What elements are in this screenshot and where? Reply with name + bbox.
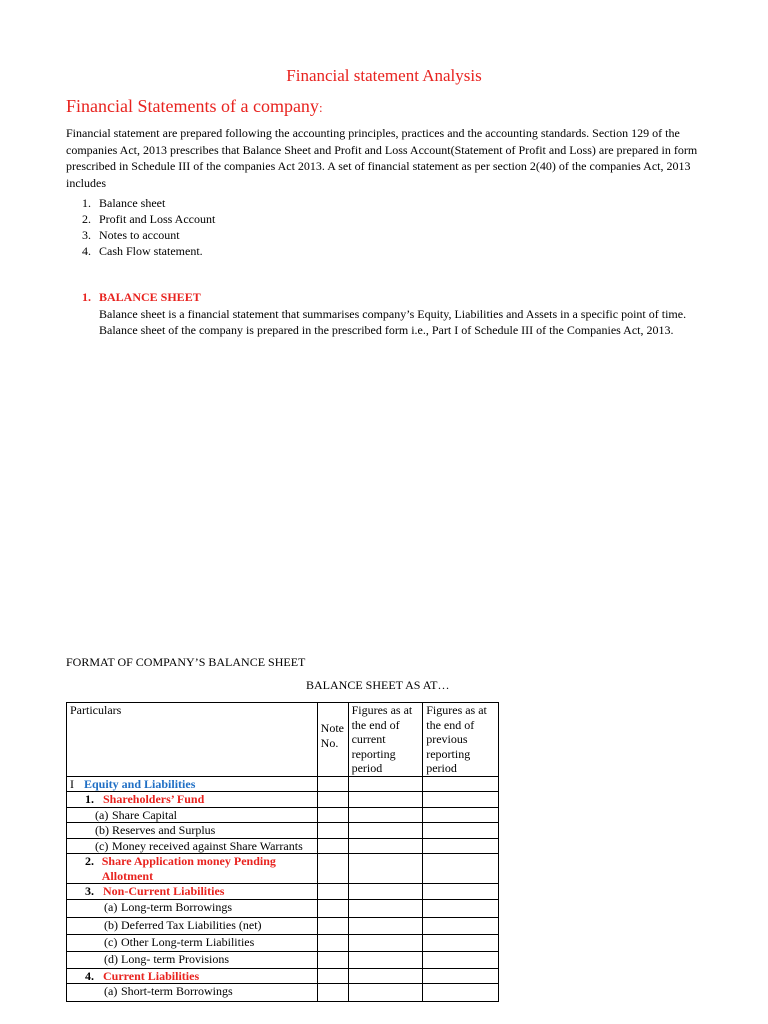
table-row [67,823,499,839]
table-row [67,807,499,823]
paragraph: Balance sheet is a financial statement that summarises company’s Equity, Liabilities and Assets in a specific point of time. [99,307,687,321]
balance-sheet-as-at: BALANCE SHEET AS AT… [306,678,450,692]
header-previous: Figures as at the end of previous reporting period [423,703,499,777]
table-row [67,884,499,900]
table-header-row [67,703,499,777]
list-item: 1. Balance sheet [82,196,166,210]
item-row: (d) Long- term Provisions [67,951,318,968]
section-heading-colon: : [318,100,323,115]
item-row: (b) Reserves and Surplus [67,823,318,839]
table-row [67,984,499,1002]
item-row: (c) Other Long-term Liabilities [67,934,318,951]
section-row: 3. Non-Current Liabilities [67,884,318,900]
item-row: (a) Short-term Borrowings [67,984,318,1002]
item-row: (a) Share Capital [67,807,318,823]
table-row [67,854,499,884]
paragraph: Balance sheet of the company is prepared in the prescribed form i.e., Part I of Schedule III of the Companies Act, 2013. [99,323,674,337]
header-current: Figures as at the end of current reporting period [348,703,423,777]
item-row: (b) Deferred Tax Liabilities (net) [67,917,318,934]
intro-paragraph: Financial statement are prepared following the accounting principles, practices and the accounting standards. Section 129 of the companies Act, 2013 prescribes that Balance Sheet and Profit and Loss Account(Statement of Profit and Loss) are prepared in form prescribed in Schedule III of the companies Act 2013. A set of financial statement as per section 2(40) of the companies Act, 2013 includes [66,126,698,190]
table-row [67,838,499,854]
table-row [67,776,499,792]
page-title: Financial statement Analysis [286,66,482,85]
balance-sheet-heading: 1. BALANCE SHEET [82,290,201,304]
table-row [67,934,499,951]
balance-sheet-description [99,306,704,338]
item-row: (c) Money received against Share Warrants [67,838,318,854]
list-item: 4. Cash Flow statement. [82,244,203,258]
section-heading [66,96,323,117]
statements-list [82,195,215,259]
list-item: 3. Notes to account [82,228,180,242]
table-row [67,951,499,968]
table-row [67,899,499,917]
table-row [67,968,499,984]
format-title: FORMAT OF COMPANY’S BALANCE SHEET [66,655,306,669]
table-row [67,917,499,934]
table-row [67,792,499,808]
list-item: 2. Profit and Loss Account [82,212,216,226]
header-particulars: Particulars [67,703,318,777]
part-heading: I Equity and Liabilities [67,776,318,792]
section-row: 2. Share Application money Pending Allotment [67,854,318,884]
balance-sheet-table [66,702,499,1002]
section-row: 1. Shareholders’ Fund [67,792,318,808]
section-heading-text: Financial Statements of a company [66,96,319,116]
header-note: Note No. [317,703,348,777]
section-row: 4. Current Liabilities [67,968,318,984]
item-row: (a) Long-term Borrowings [67,899,318,917]
